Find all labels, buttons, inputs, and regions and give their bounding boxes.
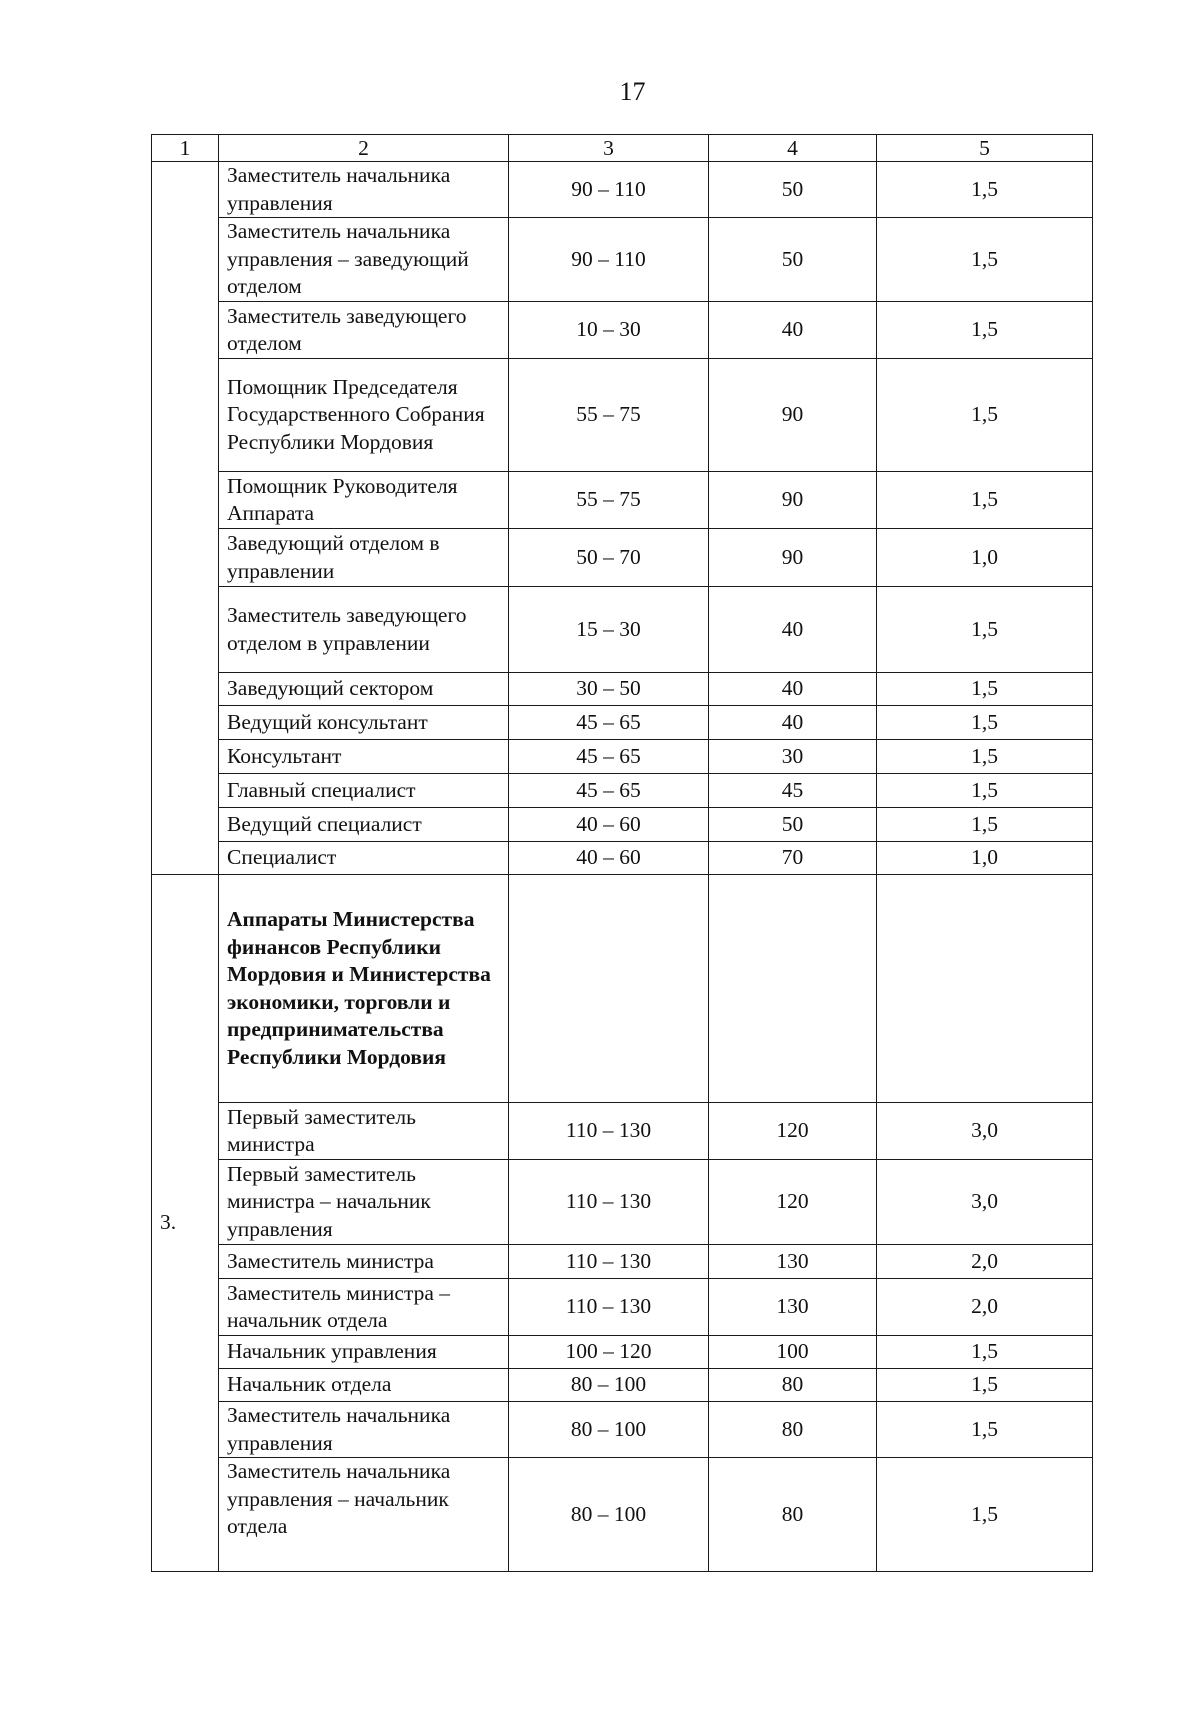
- coefficient-cell: 1,5: [877, 1369, 1093, 1402]
- empty-cell: [877, 875, 1093, 1103]
- position-cell: Специалист: [219, 842, 509, 875]
- range-cell: 80 – 100: [509, 1458, 709, 1572]
- value-cell: 80: [709, 1402, 877, 1458]
- position-cell: Помощник Председателя Государственного Собрания Республики Мордовия: [219, 359, 509, 472]
- coefficient-cell: 1,5: [877, 359, 1093, 472]
- range-cell: 45 – 65: [509, 740, 709, 774]
- table-row: [152, 1245, 1093, 1279]
- empty-cell: [509, 875, 709, 1103]
- coefficient-cell: 2,0: [877, 1245, 1093, 1279]
- table-row: [152, 1160, 1093, 1245]
- range-cell: 110 – 130: [509, 1245, 709, 1279]
- range-cell: 45 – 65: [509, 706, 709, 740]
- coefficient-cell: 1,5: [877, 1402, 1093, 1458]
- value-cell: 40: [709, 673, 877, 706]
- value-cell: 130: [709, 1279, 877, 1336]
- coefficient-cell: 1,5: [877, 774, 1093, 808]
- table-row: [152, 529, 1093, 587]
- table-row: [152, 1458, 1093, 1572]
- position-cell: Консультант: [219, 740, 509, 774]
- positions-table: [151, 134, 1093, 1572]
- position-cell: Первый заместитель министра: [219, 1103, 509, 1160]
- coefficient-cell: 1,5: [877, 740, 1093, 774]
- range-cell: 15 – 30: [509, 587, 709, 673]
- value-cell: 80: [709, 1458, 877, 1572]
- range-cell: 80 – 100: [509, 1402, 709, 1458]
- range-cell: 100 – 120: [509, 1336, 709, 1369]
- coefficient-cell: 2,0: [877, 1279, 1093, 1336]
- value-cell: 120: [709, 1160, 877, 1245]
- coefficient-cell: 1,5: [877, 1458, 1093, 1572]
- position-cell: Заместитель заведующего отделом: [219, 302, 509, 359]
- value-cell: 80: [709, 1369, 877, 1402]
- value-cell: 90: [709, 472, 877, 529]
- section-row: [152, 875, 1093, 1103]
- table-row: [152, 1369, 1093, 1402]
- table-row: [152, 808, 1093, 842]
- empty-cell: [709, 875, 877, 1103]
- range-cell: 40 – 60: [509, 842, 709, 875]
- range-cell: 110 – 130: [509, 1103, 709, 1160]
- table-row: [152, 740, 1093, 774]
- coefficient-cell: 1,5: [877, 218, 1093, 302]
- value-cell: 40: [709, 706, 877, 740]
- table-row: [152, 1336, 1093, 1369]
- table-row: [152, 587, 1093, 673]
- position-cell: Заместитель заведующего отделом в управлении: [219, 587, 509, 673]
- section-title: Аппараты Министерства финансов Республики Мордовия и Министерства экономики, торговли и предпринимательства Республики Мордовия: [219, 875, 509, 1103]
- table-row: [152, 472, 1093, 529]
- table-row: [152, 1402, 1093, 1458]
- position-cell: Заместитель начальника управления: [219, 162, 509, 218]
- table-row: [152, 1279, 1093, 1336]
- range-cell: 80 – 100: [509, 1369, 709, 1402]
- range-cell: 10 – 30: [509, 302, 709, 359]
- range-cell: 110 – 130: [509, 1279, 709, 1336]
- value-cell: 40: [709, 302, 877, 359]
- position-cell: Ведущий консультант: [219, 706, 509, 740]
- value-cell: 120: [709, 1103, 877, 1160]
- value-cell: 130: [709, 1245, 877, 1279]
- column-header-5: 5: [877, 135, 1093, 162]
- position-cell: Начальник отдела: [219, 1369, 509, 1402]
- section-index-cell-empty: [152, 162, 219, 875]
- table-row: [152, 673, 1093, 706]
- range-cell: 55 – 75: [509, 472, 709, 529]
- column-header-4: 4: [709, 135, 877, 162]
- range-cell: 55 – 75: [509, 359, 709, 472]
- value-cell: 40: [709, 587, 877, 673]
- value-cell: 30: [709, 740, 877, 774]
- page-number: 17: [619, 77, 646, 106]
- coefficient-cell: 1,5: [877, 1336, 1093, 1369]
- table-row: [152, 218, 1093, 302]
- table-row: [152, 359, 1093, 472]
- column-header-2: 2: [219, 135, 509, 162]
- table-row: [152, 1103, 1093, 1160]
- value-cell: 100: [709, 1336, 877, 1369]
- coefficient-cell: 1,5: [877, 673, 1093, 706]
- position-cell: Начальник управления: [219, 1336, 509, 1369]
- position-cell: Главный специалист: [219, 774, 509, 808]
- table-row: [152, 706, 1093, 740]
- coefficient-cell: 1,5: [877, 587, 1093, 673]
- value-cell: 50: [709, 808, 877, 842]
- position-cell: Заместитель министра: [219, 1245, 509, 1279]
- position-cell: Заместитель начальника управления – заведующий отделом: [219, 218, 509, 302]
- position-cell: Заведующий отделом в управлении: [219, 529, 509, 587]
- column-header-3: 3: [509, 135, 709, 162]
- position-cell: Ведущий специалист: [219, 808, 509, 842]
- range-cell: 40 – 60: [509, 808, 709, 842]
- range-cell: 90 – 110: [509, 218, 709, 302]
- table-row: [152, 774, 1093, 808]
- range-cell: 50 – 70: [509, 529, 709, 587]
- position-cell: Помощник Руководителя Аппарата: [219, 472, 509, 529]
- value-cell: 90: [709, 529, 877, 587]
- position-cell: Заместитель начальника управления – начальник отдела: [219, 1458, 509, 1572]
- range-cell: 45 – 65: [509, 774, 709, 808]
- coefficient-cell: 1,5: [877, 162, 1093, 218]
- coefficient-cell: 1,5: [877, 302, 1093, 359]
- position-cell: Заместитель начальника управления: [219, 1402, 509, 1458]
- coefficient-cell: 3,0: [877, 1103, 1093, 1160]
- coefficient-cell: 1,0: [877, 842, 1093, 875]
- table-row: [152, 162, 1093, 218]
- table-row: [152, 842, 1093, 875]
- coefficient-cell: 3,0: [877, 1160, 1093, 1245]
- value-cell: 70: [709, 842, 877, 875]
- column-header-1: 1: [152, 135, 219, 162]
- value-cell: 45: [709, 774, 877, 808]
- table-row: [152, 302, 1093, 359]
- position-cell: Заместитель министра – начальник отдела: [219, 1279, 509, 1336]
- position-cell: Первый заместитель министра – начальник управления: [219, 1160, 509, 1245]
- range-cell: 110 – 130: [509, 1160, 709, 1245]
- header-row: [152, 135, 1093, 162]
- position-cell: Заведующий сектором: [219, 673, 509, 706]
- section-index: 3.: [152, 875, 219, 1572]
- value-cell: 50: [709, 162, 877, 218]
- coefficient-cell: 1,0: [877, 529, 1093, 587]
- value-cell: 50: [709, 218, 877, 302]
- coefficient-cell: 1,5: [877, 808, 1093, 842]
- coefficient-cell: 1,5: [877, 706, 1093, 740]
- range-cell: 30 – 50: [509, 673, 709, 706]
- coefficient-cell: 1,5: [877, 472, 1093, 529]
- value-cell: 90: [709, 359, 877, 472]
- range-cell: 90 – 110: [509, 162, 709, 218]
